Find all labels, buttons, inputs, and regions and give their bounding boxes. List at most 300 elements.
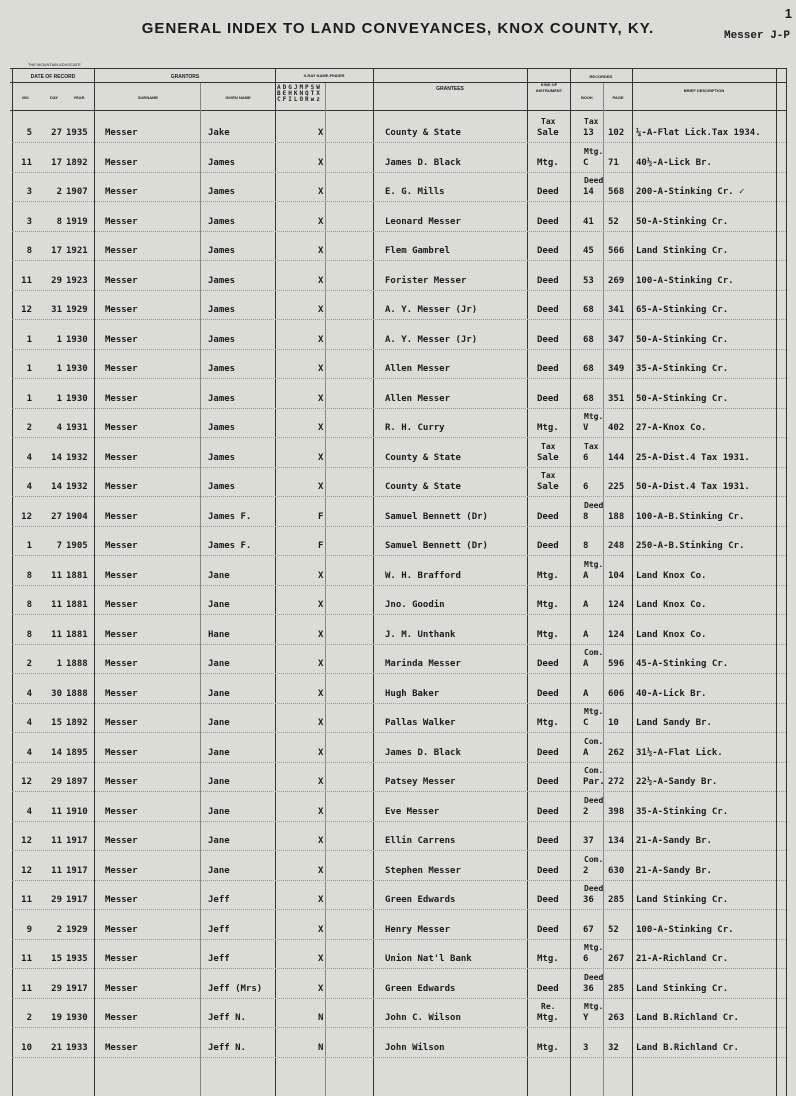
cell-grantee: Flem Gambrel	[385, 246, 451, 256]
cell-surname: Messer	[105, 275, 138, 286]
cell-mo: 11	[21, 157, 32, 168]
cell-given: James	[208, 334, 236, 345]
cell-page: 349	[608, 364, 625, 374]
cell-given: James	[208, 275, 236, 286]
header-year: YEAR	[73, 95, 85, 100]
cell-kind2: Mtg.	[537, 423, 559, 433]
cell-mo: 1	[26, 364, 32, 374]
cell-mo: 12	[21, 305, 32, 315]
cell-day: 11	[51, 836, 62, 846]
finder-letters	[277, 85, 322, 103]
header-grantors: GRANTORS	[170, 74, 200, 80]
cell-day: 11	[51, 600, 62, 610]
ledger-row	[0, 592, 796, 612]
cell-finder: X	[318, 334, 324, 345]
ledger-row	[0, 297, 796, 317]
cell-kind2: Deed	[537, 865, 559, 876]
cell-kind2: Deed	[537, 747, 559, 758]
cell-desc: 31½-A-Flat Lick.	[636, 747, 723, 758]
row-rule	[12, 467, 786, 468]
cell-kind2: Deed	[537, 836, 559, 846]
cell-page: 262	[608, 747, 625, 758]
cell-recorded-upper: Mtg.	[584, 412, 604, 421]
cell-book2: Par.	[583, 777, 605, 787]
cell-year: 1931	[66, 423, 88, 433]
row-rule	[12, 998, 786, 999]
cell-grantee: James D. Black	[385, 747, 461, 758]
cell-day: 1	[56, 364, 62, 374]
ledger-row	[0, 471, 796, 494]
ledger-row	[0, 559, 796, 583]
cell-desc: 250-A-B.Stinking Cr.	[636, 541, 745, 551]
cell-book2: C	[583, 718, 589, 728]
cell-kind2: Deed	[537, 511, 559, 522]
cell-desc: 21-A-Sandy Br.	[636, 865, 712, 876]
cell-kind2: Deed	[537, 216, 559, 227]
row-rule	[12, 968, 786, 969]
cell-given: Jeff (Mrs)	[208, 983, 263, 994]
finder-letters-row: ADGJMPSW	[277, 84, 322, 91]
cell-page: 144	[608, 452, 625, 463]
cell-day: 21	[51, 1042, 62, 1053]
ledger-row	[0, 884, 796, 907]
cell-kind2: Mtg.	[537, 600, 559, 610]
cell-day: 11	[51, 629, 62, 640]
cell-grantee: John C. Wilson	[385, 1013, 461, 1023]
cell-grantee: Stephen Messer	[385, 865, 461, 876]
cell-grantee: County & State	[385, 128, 461, 138]
rule-top	[10, 68, 786, 69]
cell-day: 15	[51, 718, 62, 728]
row-rule	[12, 673, 786, 674]
ledger-row	[0, 500, 796, 524]
row-rule	[12, 408, 786, 409]
cell-desc: 40½-A-Lick Br.	[636, 157, 712, 168]
cell-kind-upper: Tax	[541, 117, 556, 126]
cell-year: 1905	[66, 541, 88, 551]
cell-given: James	[208, 187, 236, 197]
row-rule	[12, 378, 786, 379]
cell-book2: 6	[583, 954, 589, 964]
row-rule	[12, 319, 786, 320]
cell-book2: A	[583, 600, 589, 610]
cell-mo: 4	[26, 806, 32, 817]
header-kind: KIND OF INSTRUMENT	[535, 82, 563, 93]
cell-kind2: Deed	[537, 777, 559, 787]
row-rule	[12, 644, 786, 645]
cell-grantee: County & State	[385, 482, 461, 492]
cell-finder: X	[318, 128, 324, 138]
cell-day: 1	[56, 334, 62, 345]
cell-page: 267	[608, 954, 625, 964]
ledger-row	[0, 972, 796, 996]
row-rule	[12, 791, 786, 792]
cell-desc: 35-A-Stinking Cr.	[636, 806, 729, 817]
cell-kind2: Sale	[537, 482, 559, 492]
cell-surname: Messer	[105, 541, 138, 551]
cell-surname: Messer	[105, 718, 138, 728]
cell-desc: Land B.Richland Cr.	[636, 1013, 739, 1023]
row-rule	[12, 172, 786, 173]
row-rule	[12, 526, 786, 527]
cell-mo: 8	[26, 246, 32, 256]
cell-finder: X	[318, 895, 324, 905]
cell-day: 4	[56, 423, 62, 433]
header-book: BOOK	[581, 95, 593, 100]
cell-desc: 50-A-Stinking Cr.	[636, 216, 729, 227]
cell-year: 1929	[66, 924, 88, 935]
cell-day: 29	[51, 895, 62, 905]
cell-grantee: James D. Black	[385, 157, 461, 168]
cell-kind2: Deed	[537, 659, 559, 669]
ledger-row	[0, 736, 796, 760]
cell-page: 134	[608, 836, 625, 846]
cell-year: 1881	[66, 629, 88, 640]
cell-year: 1930	[66, 334, 88, 345]
cell-mo: 4	[26, 482, 32, 492]
cell-day: 7	[56, 541, 62, 551]
header-finder: X-RAY NAME-FINDER	[303, 73, 345, 78]
cell-surname: Messer	[105, 334, 138, 345]
cell-kind2: Deed	[537, 364, 559, 374]
cell-finder: X	[318, 364, 324, 374]
cell-finder: X	[318, 305, 324, 315]
ledger-row	[0, 622, 796, 642]
cell-given: Jane	[208, 865, 230, 876]
cell-year: 1888	[66, 688, 88, 699]
cell-desc: Land B.Richland Cr.	[636, 1042, 739, 1053]
cell-book2: A	[583, 659, 589, 669]
cell-book2: 6	[583, 482, 589, 492]
cell-book2: C	[583, 157, 589, 168]
cell-given: James F.	[208, 511, 252, 522]
cell-grantee: Union Nat'l Bank	[385, 954, 472, 964]
cell-mo: 9	[26, 924, 32, 935]
cell-recorded-upper: Com.	[584, 648, 604, 657]
cell-grantee: Hugh Baker	[385, 688, 440, 699]
cell-page: 10	[608, 718, 619, 728]
cell-grantee: Pallas Walker	[385, 718, 456, 728]
ledger-row	[0, 117, 796, 140]
cell-page: 124	[608, 600, 625, 610]
cell-desc: 50-A-Dist.4 Tax 1931.	[636, 482, 750, 492]
row-rule	[12, 909, 786, 910]
cell-year: 1897	[66, 777, 88, 787]
cell-kind2: Mtg.	[537, 718, 559, 728]
ledger-row	[0, 238, 796, 258]
cell-book2: A	[583, 570, 589, 581]
header-given: GIVEN NAME	[225, 95, 251, 100]
cell-finder: X	[318, 187, 324, 197]
cell-grantee: Forister Messer	[385, 275, 467, 286]
cell-book2: 3	[583, 1042, 589, 1053]
cell-finder: X	[318, 983, 324, 994]
cell-grantee: E. G. Mills	[385, 187, 445, 197]
cell-recorded-upper: Mtg.	[584, 1002, 604, 1011]
cell-finder: X	[318, 718, 324, 728]
cell-book2: A	[583, 629, 589, 640]
cell-desc: Land Stinking Cr.	[636, 895, 729, 905]
cell-mo: 8	[26, 570, 32, 581]
row-rule	[12, 732, 786, 733]
cell-year: 1919	[66, 216, 88, 227]
cell-grantee: Jno. Goodin	[385, 600, 445, 610]
cell-recorded-upper: Tax	[584, 441, 599, 451]
cell-surname: Messer	[105, 629, 138, 640]
cell-finder: X	[318, 924, 324, 935]
cell-surname: Messer	[105, 364, 138, 374]
cell-desc: Land Knox Co.	[636, 629, 707, 640]
cell-finder: X	[318, 865, 324, 876]
row-rule	[12, 1027, 786, 1028]
cell-recorded-upper: Deed	[584, 176, 604, 185]
cell-book2: A	[583, 747, 589, 758]
cell-day: 11	[51, 570, 62, 581]
cell-page: 341	[608, 305, 625, 315]
cell-desc: 50-A-Stinking Cr.	[636, 334, 729, 345]
cell-grantee: Leonard Messer	[385, 216, 461, 227]
row-rule	[12, 880, 786, 881]
cell-grantee: John Wilson	[385, 1042, 445, 1053]
ledger-row	[0, 795, 796, 819]
cell-kind2: Deed	[537, 334, 559, 345]
cell-page: 398	[608, 806, 625, 817]
cell-mo: 5	[26, 128, 32, 138]
cell-day: 8	[56, 216, 62, 227]
cell-grantee: Allen Messer	[385, 393, 451, 404]
cell-year: 1892	[66, 157, 88, 168]
cell-given: James F.	[208, 541, 252, 551]
cell-day: 29	[51, 983, 62, 994]
cell-finder: X	[318, 777, 324, 787]
cell-kind2: Mtg.	[537, 954, 559, 964]
cell-recorded-upper: Mtg.	[584, 707, 604, 716]
cell-surname: Messer	[105, 128, 138, 138]
cell-mo: 2	[26, 423, 32, 433]
cell-recorded-upper: Deed	[584, 972, 604, 982]
cell-book2: 36	[583, 983, 594, 994]
cell-day: 17	[51, 246, 62, 256]
ledger-row	[0, 681, 796, 701]
cell-desc: 27-A-Knox Co.	[636, 423, 707, 433]
cell-book2: 2	[583, 806, 589, 817]
cell-given: Jeff	[208, 924, 230, 935]
cell-kind2: Deed	[537, 305, 559, 315]
cell-surname: Messer	[105, 246, 138, 256]
cell-given: Jeff N.	[208, 1042, 246, 1053]
cell-grantee: W. H. Brafford	[385, 570, 461, 581]
ledger-row	[0, 854, 796, 878]
cell-mo: 12	[21, 865, 32, 876]
cell-surname: Messer	[105, 836, 138, 846]
cell-finder: X	[318, 629, 324, 640]
header-recorded: RECORDED	[589, 74, 613, 79]
row-rule	[12, 142, 786, 143]
ledger-row	[0, 327, 796, 347]
ledger-row	[0, 648, 796, 671]
cell-year: 1935	[66, 954, 88, 964]
cell-kind2: Deed	[537, 895, 559, 905]
row-rule	[12, 762, 786, 763]
cell-year: 1888	[66, 659, 88, 669]
cell-finder: X	[318, 452, 324, 463]
cell-day: 15	[51, 954, 62, 964]
cell-page: 104	[608, 570, 625, 581]
cell-book2: 36	[583, 895, 594, 905]
row-rule	[12, 231, 786, 232]
cell-kind2: Deed	[537, 688, 559, 699]
cell-surname: Messer	[105, 187, 138, 197]
cell-given: Jane	[208, 777, 230, 787]
cell-day: 2	[56, 924, 62, 935]
cell-day: 11	[51, 865, 62, 876]
rule-subheader	[10, 82, 786, 83]
cell-finder: X	[318, 246, 324, 256]
cell-day: 17	[51, 157, 62, 168]
cell-finder: X	[318, 275, 324, 286]
cell-recorded-upper: Mtg.	[584, 943, 604, 952]
cell-kind2: Mtg.	[537, 1042, 559, 1053]
cell-finder: X	[318, 423, 324, 433]
cell-page: 630	[608, 865, 625, 876]
cell-year: 1892	[66, 718, 88, 728]
cell-book2: 68	[583, 364, 594, 374]
row-rule	[12, 496, 786, 497]
cell-kind2: Deed	[537, 806, 559, 817]
cell-given: Hane	[208, 629, 230, 640]
cell-day: 14	[51, 482, 62, 492]
cell-desc: 21-A-Richland Cr.	[636, 954, 729, 964]
cell-year: 1917	[66, 895, 88, 905]
cell-given: James	[208, 364, 236, 374]
cell-page: 347	[608, 334, 625, 345]
cell-book2: 68	[583, 334, 594, 345]
cell-book2: 41	[583, 216, 594, 227]
cell-book2: 2	[583, 865, 589, 876]
cell-finder: X	[318, 659, 324, 669]
row-rule	[12, 585, 786, 586]
cell-grantee: A. Y. Messer (Jr)	[385, 334, 478, 345]
page-number: 1	[784, 6, 792, 21]
cell-kind2: Deed	[537, 246, 559, 256]
cell-mo: 1	[26, 393, 32, 404]
row-rule	[12, 1057, 786, 1058]
cell-kind2: Sale	[537, 452, 559, 463]
cell-year: 1917	[66, 983, 88, 994]
row-rule	[12, 437, 786, 438]
row-rule	[12, 201, 786, 202]
cell-page: 402	[608, 423, 625, 433]
cell-year: 1881	[66, 600, 88, 610]
cell-page: 285	[608, 895, 625, 905]
cell-kind2: Sale	[537, 128, 559, 138]
cell-book2: 37	[583, 836, 594, 846]
cell-given: Jeff	[208, 954, 230, 964]
cell-given: James	[208, 246, 236, 256]
cell-desc: 100-A-B.Stinking Cr.	[636, 511, 745, 522]
cell-book2: 13	[583, 128, 594, 138]
cell-day: 30	[51, 688, 62, 699]
cell-given: Jane	[208, 718, 230, 728]
cell-grantee: J. M. Unthank	[385, 629, 456, 640]
cell-finder: X	[318, 747, 324, 758]
cell-given: James	[208, 305, 236, 315]
cell-desc: 22½-A-Sandy Br.	[636, 777, 718, 787]
cell-finder: X	[318, 570, 324, 581]
cell-mo: 8	[26, 629, 32, 640]
row-rule	[12, 821, 786, 822]
ledger-row	[0, 766, 796, 789]
row-rule	[12, 260, 786, 261]
ledger-row	[0, 1002, 796, 1025]
cell-year: 1923	[66, 275, 88, 286]
cell-kind2: Deed	[537, 924, 559, 935]
cell-page: 32	[608, 1042, 619, 1053]
cell-given: James	[208, 216, 236, 227]
cell-given: James	[208, 423, 236, 433]
cell-surname: Messer	[105, 924, 138, 935]
ledger-row	[0, 828, 796, 848]
cell-surname: Messer	[105, 482, 138, 492]
cell-given: James	[208, 157, 236, 168]
cell-kind2: Deed	[537, 275, 559, 286]
cell-mo: 4	[26, 452, 32, 463]
cell-finder: X	[318, 482, 324, 492]
ledger-row	[0, 1035, 796, 1055]
cell-mo: 10	[21, 1042, 32, 1053]
ledger-row	[0, 707, 796, 730]
cell-mo: 2	[26, 1013, 32, 1023]
cell-desc: Land Stinking Cr.	[636, 983, 729, 994]
cell-mo: 1	[26, 541, 32, 551]
cell-finder: N	[318, 1013, 324, 1023]
cell-grantee: Allen Messer	[385, 364, 451, 374]
cell-year: 1895	[66, 747, 88, 758]
cell-finder: X	[318, 216, 324, 227]
cell-grantee: Samuel Bennett (Dr)	[385, 511, 488, 522]
cell-finder: X	[318, 600, 324, 610]
cell-page: 52	[608, 924, 619, 935]
cell-finder: F	[318, 511, 324, 522]
col-rule	[325, 83, 326, 1096]
cell-page: 351	[608, 393, 625, 404]
cell-recorded-upper: Tax	[584, 117, 599, 126]
cell-grantee: Samuel Bennett (Dr)	[385, 541, 488, 551]
cell-page: 263	[608, 1013, 625, 1023]
cell-mo: 4	[26, 747, 32, 758]
cell-mo: 11	[21, 954, 32, 964]
row-rule	[12, 703, 786, 704]
cell-day: 29	[51, 275, 62, 286]
ledger-row	[0, 209, 796, 229]
cell-day: 11	[51, 806, 62, 817]
finder-letters-row: CFILORwz	[277, 96, 322, 103]
cell-surname: Messer	[105, 600, 138, 610]
cell-desc: Land Knox Co.	[636, 570, 707, 581]
cell-day: 1	[56, 659, 62, 669]
cell-day: 14	[51, 747, 62, 758]
cell-recorded-upper: Com.	[584, 766, 604, 775]
cell-grantee: R. H. Curry	[385, 423, 445, 433]
cell-given: Jane	[208, 836, 230, 846]
row-rule	[12, 349, 786, 350]
row-rule	[12, 939, 786, 940]
cell-given: Jane	[208, 747, 230, 758]
cell-desc: 200-A-Stinking Cr. ✓	[636, 187, 745, 197]
cell-desc: 45-A-Stinking Cr.	[636, 659, 729, 669]
cell-grantee: Patsey Messer	[385, 777, 456, 787]
cell-grantee: County & State	[385, 452, 461, 463]
